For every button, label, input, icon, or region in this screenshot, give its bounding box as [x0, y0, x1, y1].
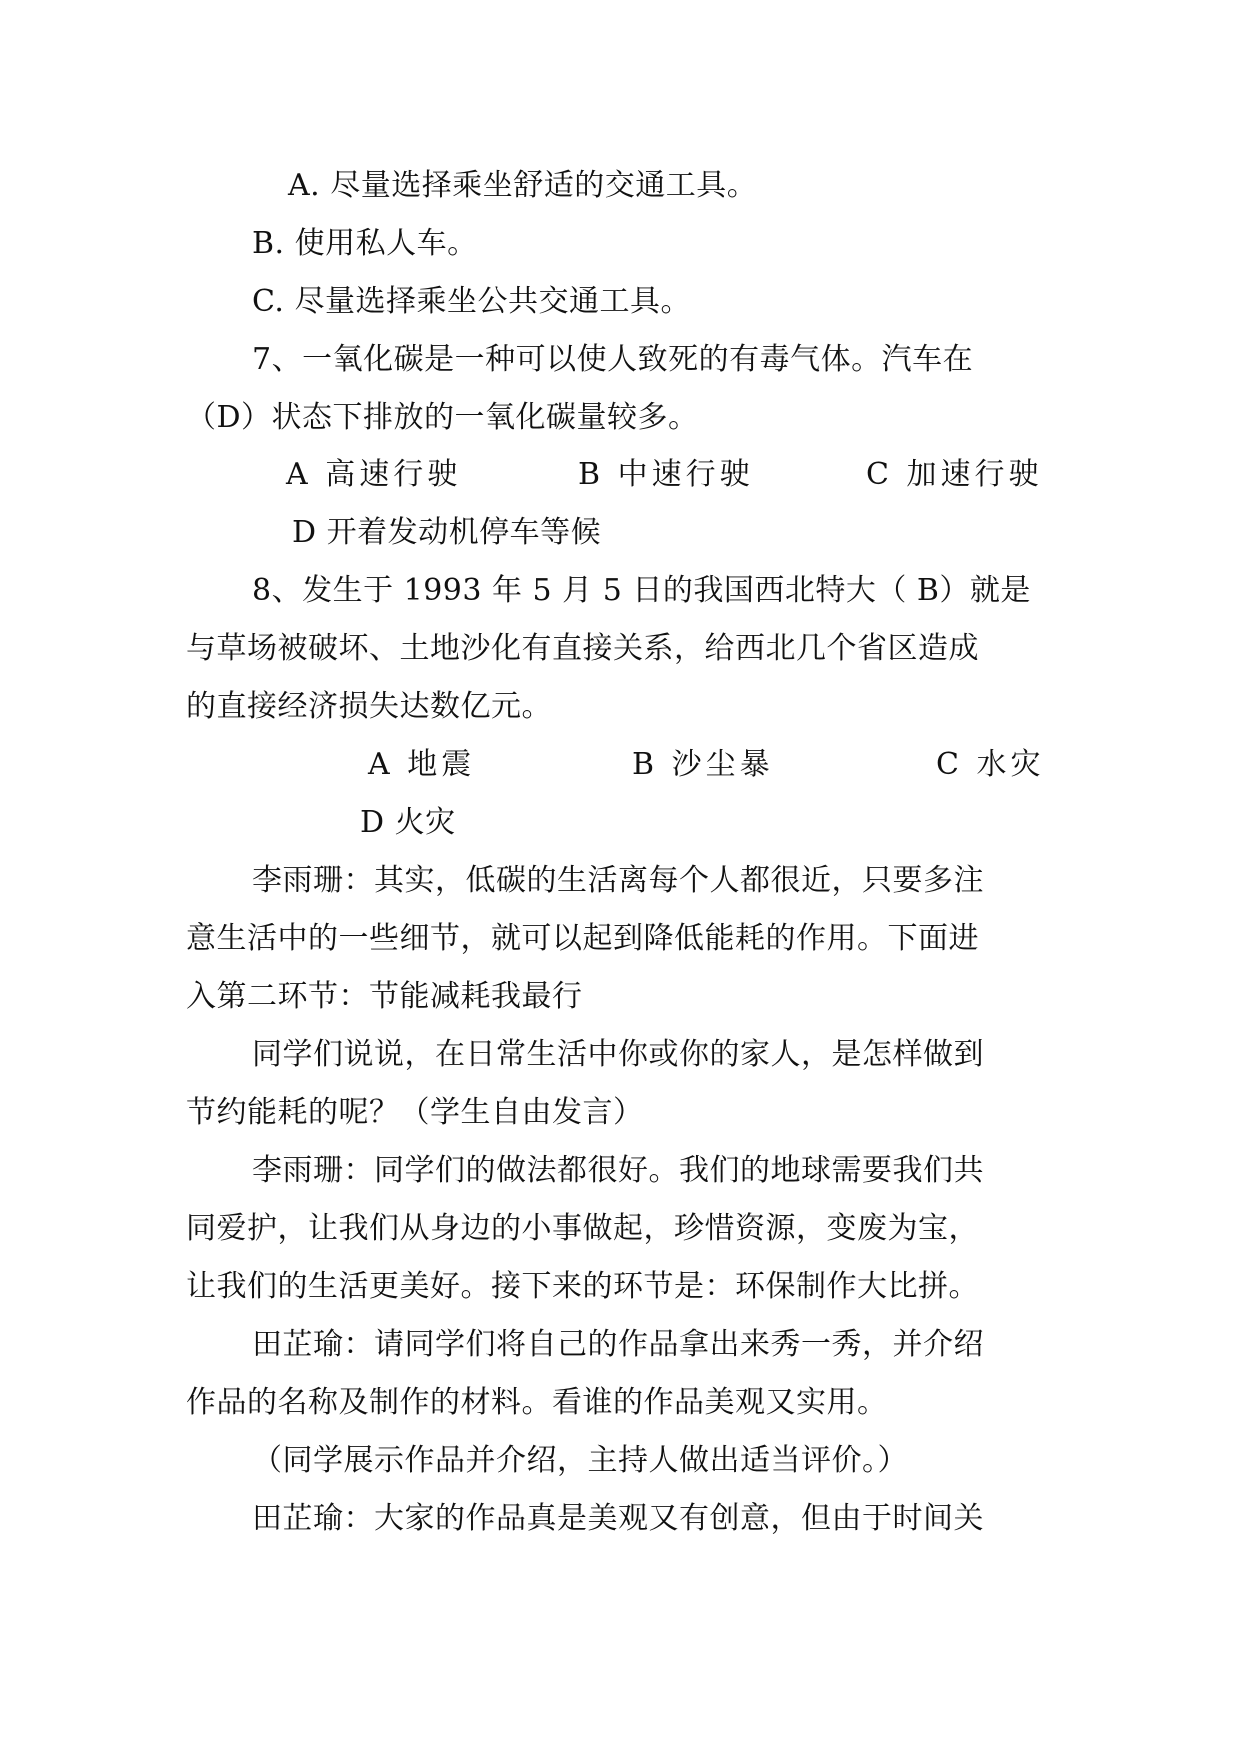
paragraph-line: 同爱护，让我们从身边的小事做起，珍惜资源，变废为宝，	[186, 1211, 979, 1246]
question-line: 7、一氧化碳是一种可以使人致死的有毒气体。汽车在	[252, 342, 974, 377]
paragraph-line: 意生活中的一些细节，就可以起到降低能耗的作用。下面进	[186, 921, 979, 956]
paragraph-line: 节约能耗的呢？（学生自由发言）	[186, 1095, 644, 1130]
q7-option: B 中速行驶	[578, 457, 754, 492]
question-line: （D）状态下排放的一氧化碳量较多。	[186, 400, 699, 435]
q7-option: A 高速行驶	[286, 457, 462, 492]
paragraph-line: 李雨珊：同学们的做法都很好。我们的地球需要我们共	[252, 1153, 984, 1188]
q8-option: C 水灾	[936, 747, 1045, 782]
paragraph-line: 作品的名称及制作的材料。看谁的作品美观又实用。	[186, 1385, 888, 1420]
q8-option: D 火灾	[360, 805, 456, 840]
paragraph-line: 入第二环节：节能减耗我最行	[186, 979, 583, 1014]
q8-option: A 地震	[368, 747, 476, 782]
paragraph-line: 同学们说说，在日常生活中你或你的家人，是怎样做到	[252, 1037, 984, 1072]
option-line: A. 尽量选择乘坐舒适的交通工具。	[288, 168, 758, 203]
paragraph-line: 田芷瑜：请同学们将自己的作品拿出来秀一秀，并介绍	[252, 1327, 984, 1362]
q7-option: C 加速行驶	[866, 457, 1043, 492]
q8-option: B 沙尘暴	[632, 747, 774, 782]
paragraph-line: 李雨珊：其实，低碳的生活离每个人都很近，只要多注	[252, 863, 984, 898]
paragraph-line: （同学展示作品并介绍，主持人做出适当评价。）	[252, 1443, 908, 1478]
paragraph-line: 让我们的生活更美好。接下来的环节是：环保制作大比拼。	[186, 1269, 979, 1304]
option-line: C. 尽量选择乘坐公共交通工具。	[252, 284, 691, 319]
paragraph-line: 田芷瑜：大家的作品真是美观又有创意，但由于时间关	[252, 1501, 984, 1536]
question-line: 的直接经济损失达数亿元。	[186, 689, 552, 724]
question-line: 8、发生于 1993 年 5 月 5 日的我国西北特大（ B）就是	[252, 573, 1031, 608]
q7-option: D 开着发动机停车等候	[292, 515, 602, 550]
option-line: B. 使用私人车。	[252, 226, 478, 261]
question-line: 与草场被破坏、土地沙化有直接关系，给西北几个省区造成	[186, 631, 979, 666]
